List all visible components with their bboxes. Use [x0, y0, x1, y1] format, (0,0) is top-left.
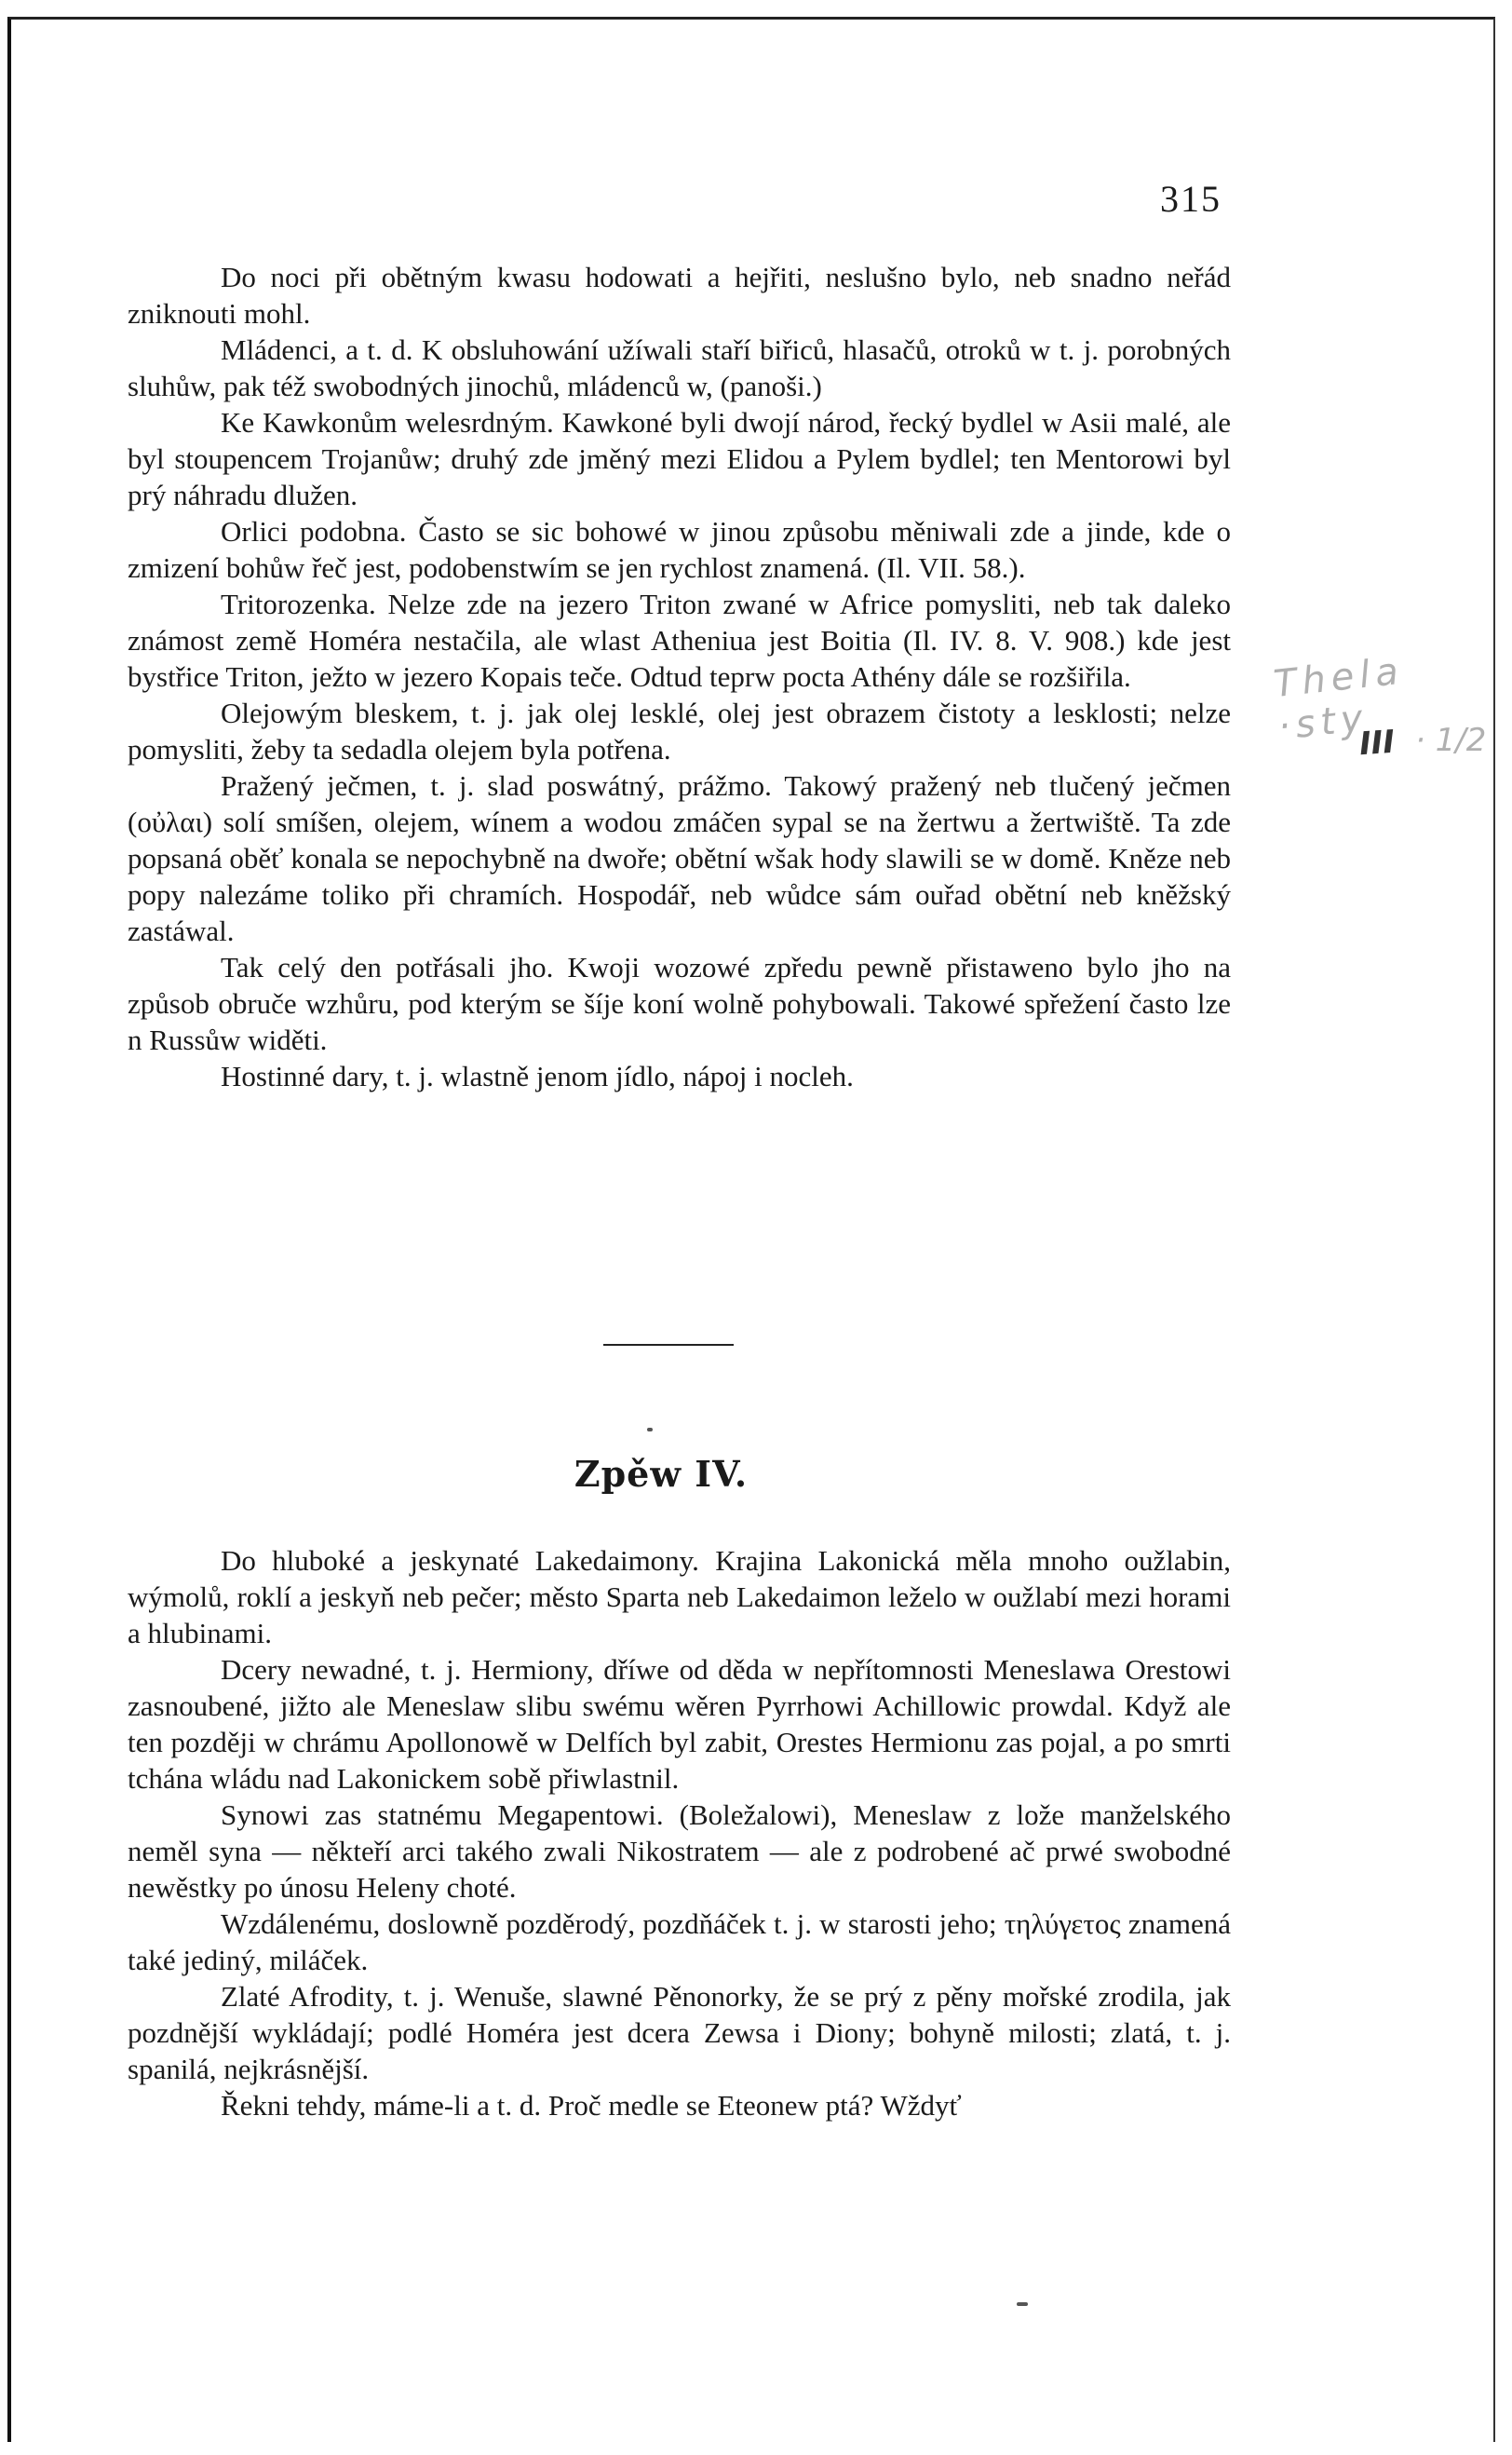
note-paragraph: Olejowým bleskem, t. j. jak olej lesklé, olej jest obrazem čistoty a lesklosti; nelze pomysliti, žeby ta sedadla olejem byla potřena. — [128, 697, 1231, 766]
margin-note-line: III — [1357, 723, 1397, 764]
notes-section-2 — [128, 1542, 1231, 2123]
handwritten-margin-note — [1271, 649, 1490, 792]
section-divider — [603, 1344, 734, 1346]
note-paragraph: Synowi zas statnému Megapentowi. (Boležalowi), Meneslaw z lože manželského neměl syna — někteří arci takého zwali Nikostratem — ale z podrobené ač prwé swobodné newěstky po únosu Heleny choté. — [128, 1798, 1231, 1904]
ink-speck — [1017, 2302, 1028, 2306]
note-paragraph: Mládenci, a t. d. K obsluhowání užíwali staří biřiců, hlasačů, otroků w t. j. porobných sluhůw, pak též swobodných jinochů, mládenců w, (panoši.) — [128, 333, 1231, 402]
note-paragraph: Orlici podobna. Často se sic bohowé w jinou způsobu měniwali zde a jinde, kde o zmizení bohůw řeč jest, podobenstwím se jen rychlost znamená. (Il. VII. 58.). — [128, 515, 1231, 584]
note-paragraph: Tritorozenka. Nelze zde na jezero Triton zwané w Africe pomysliti, neb tak daleko známost země Homéra nestačila, ale wlast Atheniua jest Boitia (Il. IV. 8. V. 908.) kde jest bystřice Triton, ježto w jezero Kopais teče. Odtud teprw pocta Athény dále se rozšiřila. — [128, 588, 1231, 693]
note-paragraph: Hostinné dary, t. j. wlastně jenom jídlo, nápoj i nocleh. — [221, 1060, 854, 1092]
note-paragraph: Pražený ječmen, t. j. slad poswátný, prážmo. Takowý pražený neb tlučený ječmen (οὐλαι) solí smíšen, olejem, wínem a wodou zmáčen sypal se na žertwu a žertwiště. Ta zde popsaná oběť konala se nepochybně na dwoře; obětní wšak hody slawili se w domě. Kněze neb popy nalezáme toliko při chramích. Hospodář, neb wůdce sám ouřad obětní neb kněžský zastáwal. — [128, 769, 1231, 947]
note-paragraph: Do noci při obětným kwasu hodowati a hejřiti, neslušno bylo, neb snadno neřád zniknouti mohl. — [128, 261, 1231, 330]
note-paragraph: Do hluboké a jeskynaté Lakedaimony. Krajina Lakonická měla mnoho oužlabin, wýmolů, roklí a jeskyň neb pečer; město Sparta neb Lakedaimon leželo w oužlabí mezi horami a hlubinami. — [128, 1544, 1231, 1649]
note-paragraph: Řekni tehdy, máme-li a t. d. Proč medle se Eteonew ptá? Wždyť — [221, 2089, 962, 2122]
chapter-title: Zpěw IV. — [574, 1453, 749, 1495]
page-number: 315 — [1160, 178, 1222, 220]
notes-section-1 — [128, 259, 1231, 1094]
note-paragraph: Zlaté Afrodity, t. j. Wenuše, slawné Pěnonorky, že se prý z pěny mořské zrodila, jak pozdnější wykládají; podlé Homéra jest dcera Zewsa i Diony; bohyně milosti; zlatá, t. j. spanilá, nejkrásnější. — [128, 1980, 1231, 2085]
note-paragraph: Wzdálenému, doslowně pozděrodý, pozdňáček t. j. w starosti jeho; τηλύγετος znamená také jediný, miláček. — [128, 1907, 1231, 1976]
note-paragraph: Ke Kawkonům welesrdným. Kawkoné byli dwojí národ, řecký bydlel w Asii malé, ale byl stoupencem Trojanůw; druhý zde jměný mezi Elidou a Pylem bydlel; ten Mentorowi byl prý náhradu dlužen. — [128, 406, 1231, 511]
note-paragraph: Dcery newadné, t. j. Hermiony, dříwe od děda w nepřítomnosti Meneslawa Orestowi zasnoubené, jižto ale Meneslaw slibu swému wěren Pyrrhowi Achillowic prowdal. Když ale ten později w chrámu Apollonowě w Delfích byl zabit, Orestes Hermionu zas pojal, a po smrti tchána wládu nad Lakonickem sobě přiwlastnil. — [128, 1653, 1231, 1795]
ink-speck — [647, 1428, 653, 1431]
margin-note-line: Thela ·sty — [1271, 649, 1406, 749]
note-paragraph: Tak celý den potřásali jho. Kwoji wozowé zpředu pewně přistaweno bylo jho na způsob obruče wzhůru, pod kterým se šíje koní wolně pohybowali. Takowé spřežení často lze n Russůw widěti. — [128, 951, 1231, 1056]
margin-note-line: · 1/2 — [1415, 722, 1487, 759]
